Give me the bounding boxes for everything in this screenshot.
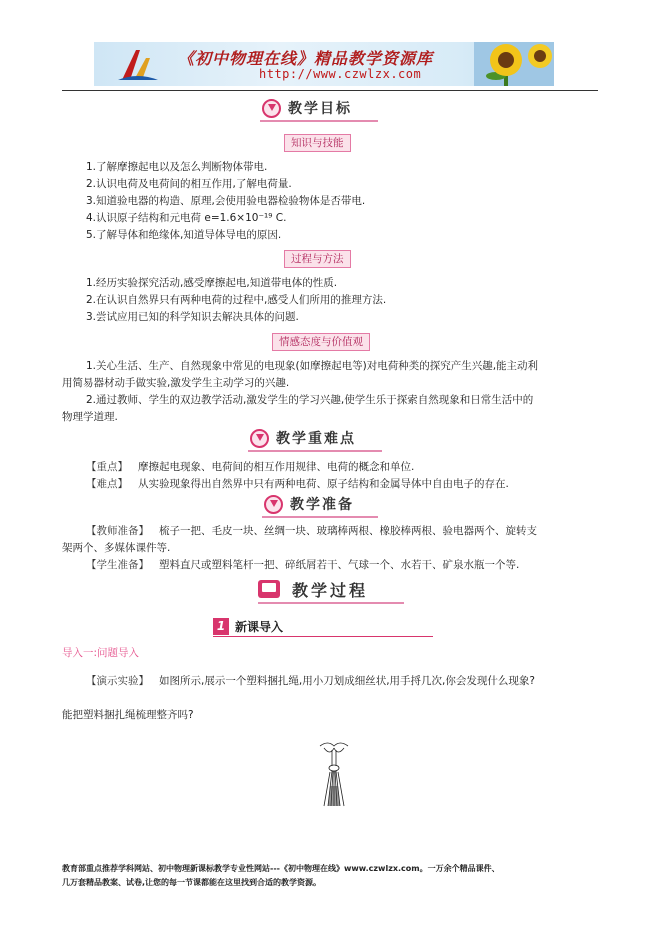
demo-text: 如图所示,展示一个塑料捆扎绳,用小刀划成细丝状,用手捋几次,你会发现什么现象? (159, 675, 535, 687)
footer-line: 教育部重点推荐学科网站、初中物理新课标教学专业性网站---《初中物理在线》www.czwlzx.com。一万余个精品课件、 (62, 864, 500, 873)
section-process (258, 578, 404, 604)
emotion-line: 2.通过教师、学生的双边教学活动,激发学生的学习兴趣,使学生乐于探索自然现象和日常生活中的 (86, 394, 534, 406)
intro-label: 导入一:问题导入 (62, 647, 140, 659)
knowledge-line: 2.认识电荷及电荷间的相互作用,了解电荷量. (86, 178, 292, 190)
banner-url[interactable]: http://www.czwlzx.com (259, 67, 422, 81)
teacher-prep-line: 架两个、多媒体课件等. (62, 542, 171, 554)
emotion-line: 1.关心生活、生产、自然现象中常见的电现象(如摩擦起电等)对电荷种类的探究产生兴趣,能主动利 (86, 360, 539, 372)
sunflower-icon (474, 42, 554, 86)
key-text: 摩擦起电现象、电荷间的相互作用规律、电荷的概念和单位. (138, 461, 415, 473)
demo-line (86, 674, 535, 688)
key-point-line (86, 460, 414, 474)
process-line: 3.尝试应用已知的科学知识去解决具体的问题. (86, 311, 299, 323)
teacher-text: 梳子一把、毛皮一块、丝绸一块、玻璃棒两根、橡胶棒两根、验电器两个、旋转支 (159, 525, 538, 537)
arrow-down-icon (262, 99, 281, 118)
hard-point-line (86, 477, 509, 491)
process-line: 1.经历实验探究活动,感受摩擦起电,知道带电体的性质. (86, 277, 338, 289)
subhead-knowledge: 知识与技能 (284, 134, 351, 152)
knowledge-line: 1.了解摩擦起电以及怎么判断物体带电. (86, 161, 268, 173)
step-title: 新课导入 (235, 620, 284, 634)
section-title: 教学准备 (290, 497, 354, 513)
arrow-down-icon (250, 429, 269, 448)
section-goals (260, 98, 378, 122)
section-key-points (248, 428, 382, 452)
monitor-icon (258, 580, 280, 598)
key-tag: 【重点】 (86, 461, 128, 473)
emotion-line: 用简易器材动手做实验,激发学生主动学习的兴趣. (62, 377, 290, 389)
header-rule (62, 90, 598, 91)
subhead-process: 过程与方法 (284, 250, 351, 268)
teacher-tag: 【教师准备】 (86, 525, 149, 537)
teacher-prep-line (86, 524, 537, 538)
banner-title: 《初中物理在线》精品教学资源库 (178, 49, 434, 68)
student-prep-line (86, 558, 519, 572)
knowledge-line: 3.知道验电器的构造、原理,会使用验电器检验物体是否带电. (86, 195, 366, 207)
arrow-down-icon (264, 495, 283, 514)
section-title: 教学过程 (292, 581, 369, 600)
footer-line: 几万套精品教案、试卷,让您的每一节课都能在这里找到合适的教学资源。 (62, 878, 322, 887)
subhead-emotion: 情感态度与价值观 (272, 333, 370, 351)
section-title: 教学目标 (288, 101, 352, 117)
section-prep (262, 494, 378, 518)
hard-text: 从实验现象得出自然界中只有两种电荷、原子结构和金属导体中自由电子的存在. (138, 478, 509, 490)
knowledge-line: 5.了解导体和绝缘体,知道导体导电的原因. (86, 229, 282, 241)
knowledge-line: 4.认识原子结构和元电荷 e=1.6×10⁻¹⁹ C. (86, 212, 287, 224)
logo-icon (116, 46, 160, 82)
student-text: 塑料直尺或塑料笔杆一把、碎纸屑若干、气球一个、水若干、矿泉水瓶一个等. (159, 559, 520, 571)
footer (62, 862, 602, 890)
step-header (213, 618, 433, 637)
hard-tag: 【难点】 (86, 478, 128, 490)
process-line: 2.在认识自然界只有两种电荷的过程中,感受人们所用的推理方法. (86, 294, 387, 306)
question-line: 能把塑料捆扎绳梳理整齐吗? (62, 709, 194, 721)
section-title: 教学重难点 (276, 431, 356, 447)
step-number: 1 (213, 618, 229, 635)
emotion-line: 物理学道理. (62, 411, 118, 423)
student-tag: 【学生准备】 (86, 559, 149, 571)
site-banner (94, 42, 554, 86)
demo-tag: 【演示实验】 (86, 675, 149, 687)
plastic-strip-illustration (310, 736, 358, 808)
